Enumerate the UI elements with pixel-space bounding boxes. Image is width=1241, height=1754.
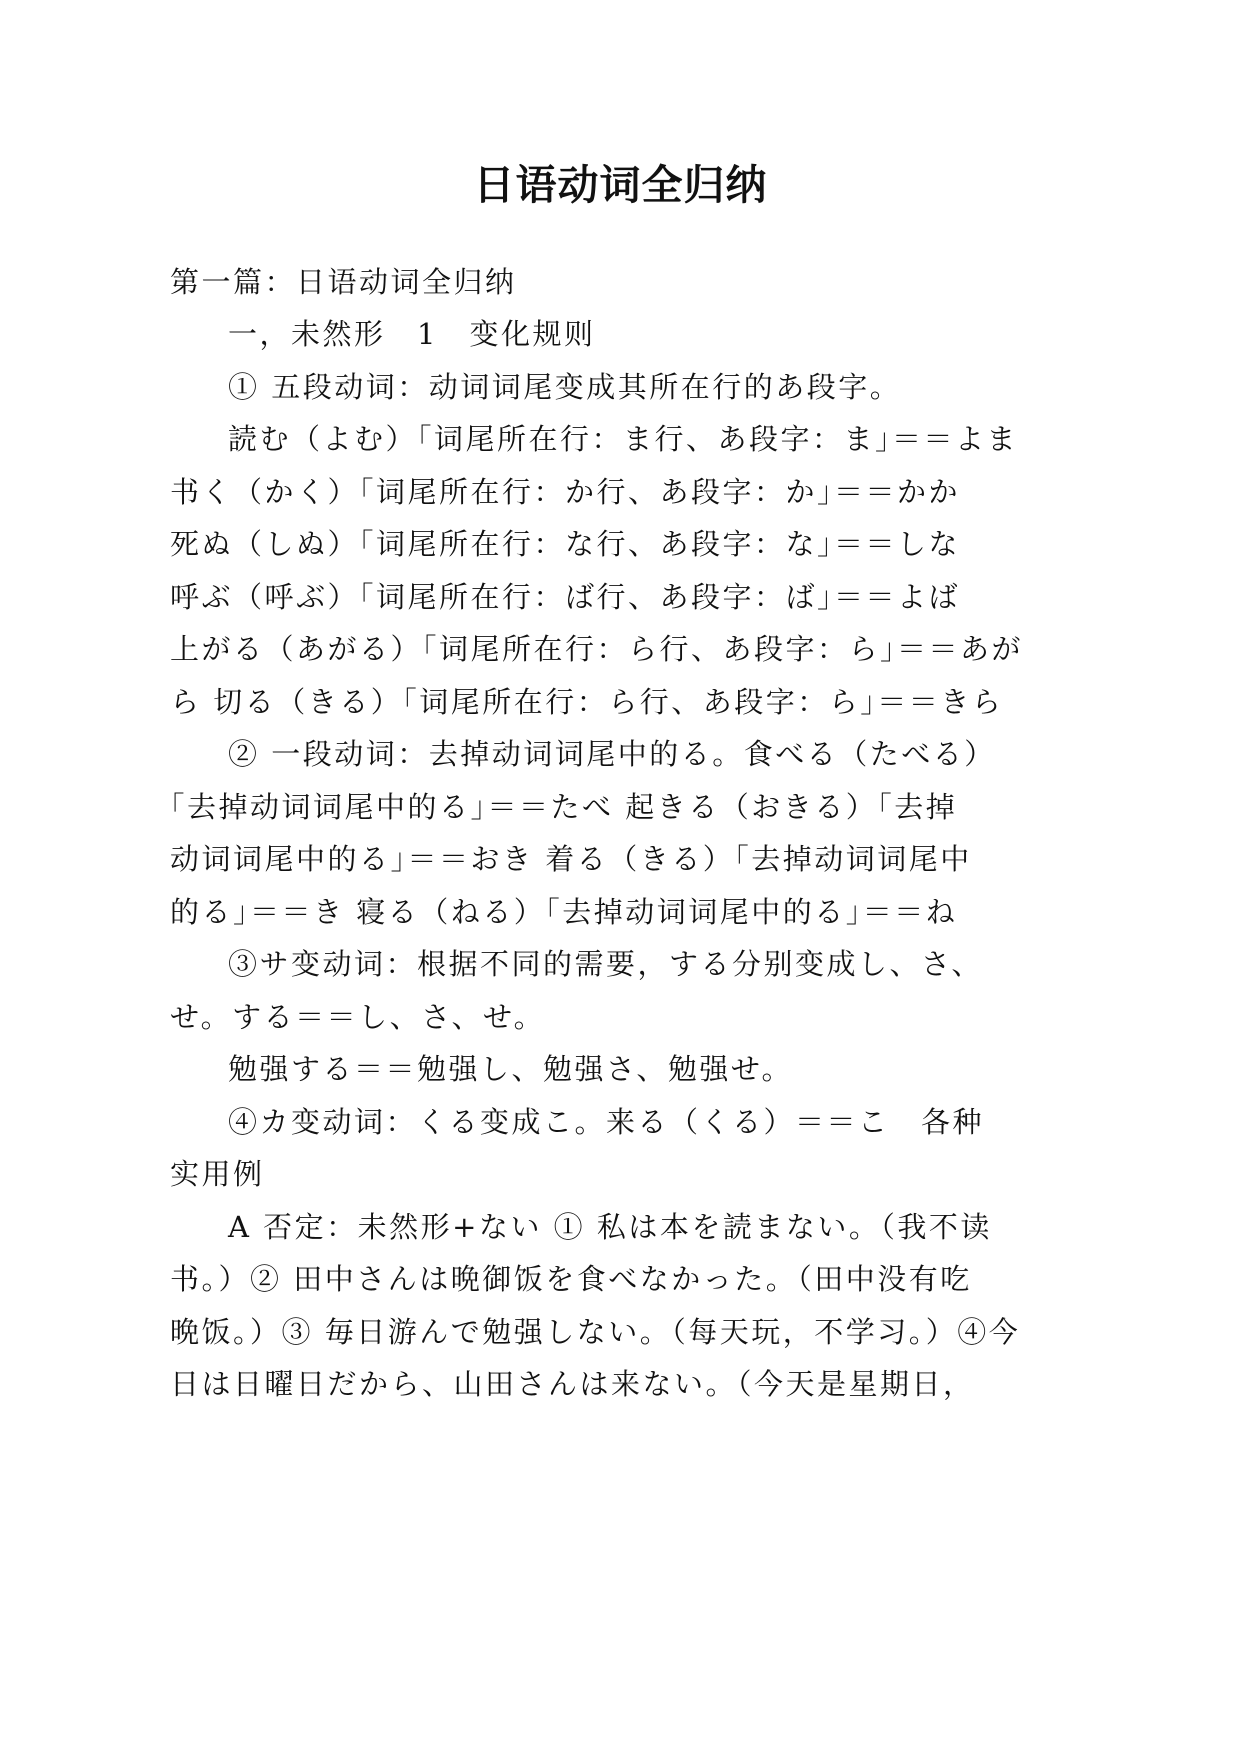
paragraph-line: ① 五段动词：动词词尾变成其所在行的あ段字。 bbox=[228, 370, 902, 404]
paragraph-line: ③サ变动词：根据不同的需要，する分别变成し、さ、 bbox=[228, 947, 983, 981]
paragraph-line: せ。する＝＝し、さ、せ。 bbox=[170, 1000, 546, 1034]
paragraph-line: ら 切る（きる）｢词尾所在行：ら行、あ段字：ら｣＝＝きら bbox=[170, 685, 1004, 719]
paragraph-line: 死ぬ（しぬ）｢词尾所在行：な行、あ段字：な｣＝＝しな bbox=[170, 527, 961, 561]
subsection-heading: 一，未然形 1 变化规则 bbox=[228, 317, 596, 351]
paragraph-line: 勉强する＝＝勉强し、勉强さ、勉强せ。 bbox=[228, 1052, 793, 1086]
paragraph-line: 上がる（あがる）｢词尾所在行：ら行、あ段字：ら｣＝＝あが bbox=[170, 632, 1024, 666]
paragraph-line: ② 一段动词：去掉动词词尾中的る。食べる（たべる） bbox=[228, 737, 996, 771]
section-heading: 第一篇：日语动词全归纳 bbox=[170, 265, 517, 299]
paragraph-line: ④カ变动词：くる变成こ。来る（くる）＝＝こ 各种 bbox=[228, 1105, 985, 1139]
page-title: 日语动词全归纳 bbox=[473, 161, 768, 209]
paragraph-line: 的る｣＝＝き 寝る（ねる）｢去掉动词词尾中的る｣＝＝ね bbox=[170, 895, 958, 929]
paragraph-line: 日は日曜日だから、山田さんは来ない。（今天是星期日， bbox=[170, 1367, 975, 1401]
paragraph-line: 晩饭。）③ 毎日游んで勉强しない。（每天玩，不学习。）④今 bbox=[170, 1315, 1021, 1349]
paragraph-line: 书く（かく）｢词尾所在行：か行、あ段字：か｣＝＝かか bbox=[170, 475, 961, 509]
paragraph-line: ｢去掉动词词尾中的る｣＝＝たべ 起きる（おきる）｢去掉 bbox=[170, 790, 958, 824]
paragraph-line: 书。）② 田中さんは晩御饭を食べなかった。（田中没有吃 bbox=[170, 1262, 972, 1296]
paragraph-line: 动词词尾中的る｣＝＝おき 着る（きる）｢去掉动词词尾中 bbox=[170, 842, 972, 876]
paragraph-line: A 否定：未然形+ない ① 私は本を読まない。（我不读 bbox=[228, 1210, 992, 1244]
paragraph-line: 呼ぶ（呼ぶ）｢词尾所在行：ば行、あ段字：ば｣＝＝よば bbox=[170, 580, 961, 614]
paragraph-line: 読む（よむ）｢词尾所在行：ま行、あ段字：ま｣＝＝よま bbox=[228, 422, 1019, 456]
paragraph-line: 实用例 bbox=[170, 1157, 265, 1191]
